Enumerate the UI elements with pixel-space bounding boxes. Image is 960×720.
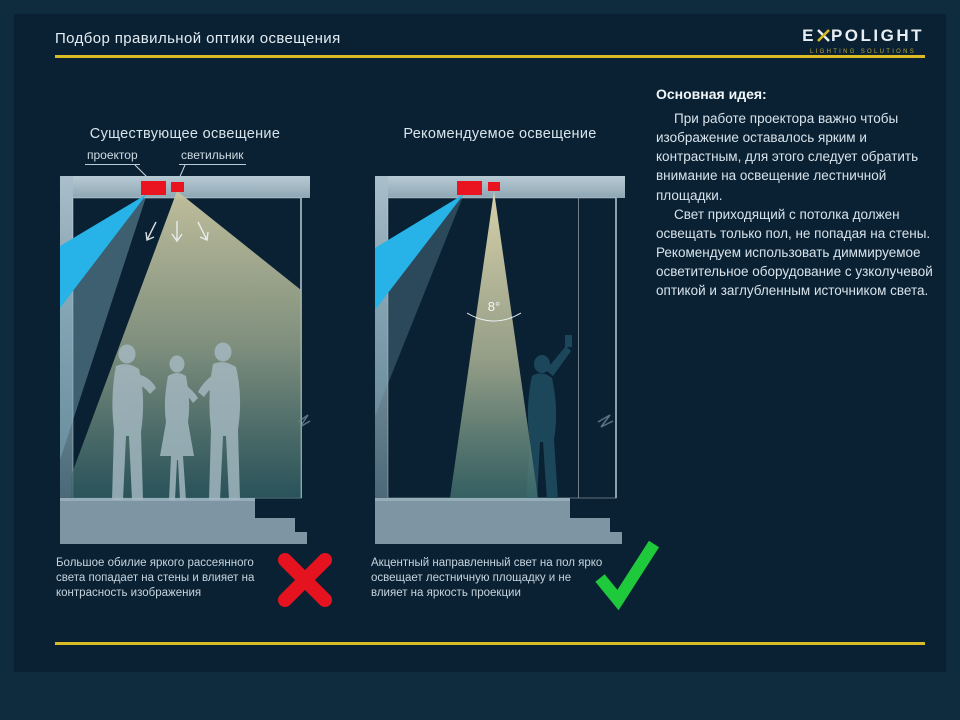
- caption-recommended: Акцентный направленный свет на пол ярко освещает лестничную площадку и не влияет на яркость проекции: [371, 557, 603, 600]
- footer-accent-rule: [55, 642, 925, 645]
- main-idea-heading: Основная идея:: [656, 86, 767, 102]
- logo-x-icon: [816, 28, 831, 47]
- page-title: Подбор правильной оптики освещения: [55, 30, 341, 47]
- floor-steps: [60, 498, 307, 544]
- cross-icon: [276, 551, 334, 614]
- brand-wordmark: [802, 27, 924, 47]
- luminaire-box: [488, 182, 500, 191]
- main-idea-block: [656, 86, 942, 301]
- floor-steps: [375, 498, 622, 544]
- diagram-existing-lighting: [55, 118, 315, 610]
- luminaire-label: светильник: [179, 148, 246, 165]
- main-idea-paragraph: При работе проектора важно чтобы изображение оставалось ярким и контрастным, для этого следует обратить внимание на освещение лестничной площадки.: [656, 111, 919, 203]
- brand-prefix: E: [802, 26, 816, 45]
- main-idea-paragraph: Свет приходящий с потолка должен освещать только пол, не попадая на стены.: [656, 206, 931, 241]
- projector-box: [141, 181, 166, 195]
- diagram-title: Рекомендуемое освещение: [403, 126, 597, 142]
- inner-wall-line: [578, 198, 579, 498]
- brand-tagline: LIGHTING SOLUTIONS: [810, 49, 917, 55]
- beam-angle-value: 8°: [487, 299, 501, 314]
- ceiling: [60, 176, 310, 198]
- header-accent-rule: [55, 55, 925, 58]
- projector-label: проектор: [85, 148, 140, 165]
- brand-logo: [802, 27, 924, 55]
- room-scene-recommended: [370, 164, 630, 554]
- floor-edge-highlight: [375, 498, 570, 501]
- luminaire-box: [171, 182, 184, 192]
- diagram-title: Существующее освещение: [89, 126, 281, 142]
- check-icon: [590, 536, 664, 617]
- floor-edge-highlight: [60, 498, 255, 501]
- people-silhouettes: [112, 343, 240, 501]
- room-scene-existing: [55, 164, 315, 554]
- narrow-light-beam: [450, 191, 538, 498]
- wall-break-mark: [598, 415, 613, 427]
- projector-box: [457, 181, 482, 195]
- caption-existing: Большое обилие яркого рассеянного света попадает на стены и влияет на контрасность изображения: [56, 557, 255, 600]
- brand-suffix: POLIGHT: [830, 26, 924, 45]
- main-idea-paragraph: Рекомендуем использовать диммируемое осветительное оборудование с узколучевой оптикой и заглубленным источником света.: [656, 245, 933, 299]
